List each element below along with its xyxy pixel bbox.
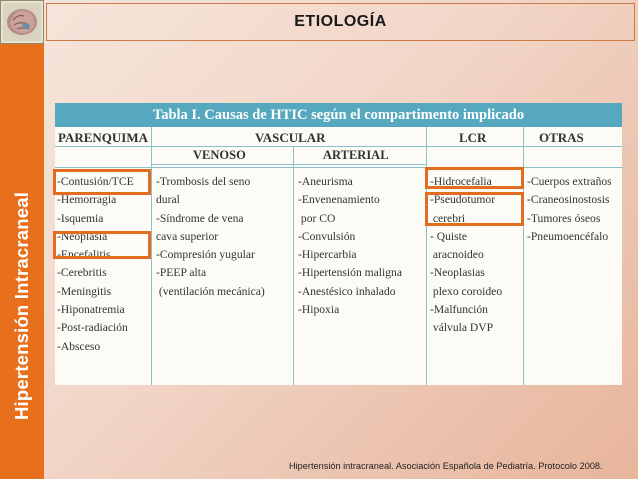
otras-column (527, 173, 612, 246)
highlight-box (425, 167, 524, 189)
header-otras: OTRAS (539, 130, 584, 145)
list-item: -Aneurisma (298, 175, 353, 188)
arterial-column (298, 173, 402, 319)
list-item: válvula DVP (430, 321, 494, 335)
header-vascular: VASCULAR (255, 130, 326, 145)
title-bar (46, 3, 635, 41)
list-item: -Hidrocefalia (430, 175, 492, 188)
slide-title: ETIOLOGÍA (294, 13, 387, 30)
list-item: -PEEP alta (156, 266, 207, 280)
sidebar (0, 44, 44, 479)
citation: Hipertensión intracraneal. Asociación Española de Pediatría. Protocolo 2008. (289, 461, 603, 471)
list-item: -Craneosinostosis (527, 193, 610, 207)
list-item: -Contusión/TCE (57, 175, 134, 188)
list-item: -Neoplasias (430, 266, 485, 280)
list-item: -Hiponatremia (57, 303, 125, 317)
rule-line (55, 167, 622, 168)
highlight-box (425, 192, 524, 226)
list-item: (ventilación mecánica) (156, 284, 265, 298)
list-item: -Neoplasia (57, 229, 108, 243)
highlight-box (53, 231, 151, 259)
list-item: cava superior (156, 229, 219, 243)
list-item: -Cerebritis (57, 266, 107, 280)
list-item: -Post-radiación (57, 321, 128, 335)
column-divider (523, 127, 524, 385)
list-item: -Absceso (57, 339, 101, 353)
list-item: -Hipercarbia (298, 248, 357, 262)
parenquima-column (57, 173, 134, 356)
list-item: -Pseudotumor (430, 193, 496, 207)
list-item: -Hemorragia (57, 193, 117, 207)
list-item: -Meningitis (57, 284, 112, 298)
list-item: cerebri (430, 211, 466, 225)
list-item: -Convulsión (298, 229, 356, 243)
list-item: -Compresión yugular (156, 248, 255, 262)
highlight-box (53, 169, 151, 195)
list-item: -Malfunción (430, 303, 488, 317)
column-divider (151, 127, 152, 385)
list-item: -Isquemia (57, 211, 104, 225)
column-divider (426, 127, 427, 385)
list-item: aracnoideo (430, 248, 484, 262)
list-item: -Encefalitis (57, 248, 111, 262)
column-divider (293, 146, 294, 385)
list-item: -Cuerpos extraños (527, 175, 612, 188)
header-lcr: LCR (459, 130, 487, 145)
list-item: -Trombosis del seno (156, 175, 251, 188)
list-item: -Hipertensión maligna (298, 266, 402, 280)
header-venoso: VENOSO (193, 148, 246, 162)
list-item: por CO (298, 211, 336, 225)
list-item: -Hipoxia (298, 303, 340, 317)
list-item: -Anestésico inhalado (298, 284, 396, 298)
header-arterial: ARTERIAL (323, 148, 389, 162)
list-item: dural (156, 193, 180, 207)
causes-table (55, 103, 622, 385)
header-parenquima: PARENQUIMA (58, 130, 149, 145)
rule-line (55, 146, 622, 147)
list-item: -Tumores óseos (527, 211, 601, 225)
table-caption: Tabla I. Causas de HTIC según el compartimento implicado (55, 103, 622, 127)
list-item: -Síndrome de vena (156, 211, 244, 225)
list-item: -Pneumoencéfalo (527, 229, 609, 243)
sidebar-title: Hipertensión Intracraneal (11, 191, 32, 421)
list-item: - Quiste (430, 229, 468, 243)
rule-line (151, 164, 426, 165)
brain-mri-icon (0, 0, 44, 44)
venoso-column (156, 173, 265, 301)
list-item: -Envenenamiento (298, 193, 380, 207)
list-item: plexo coroideo (430, 284, 503, 298)
